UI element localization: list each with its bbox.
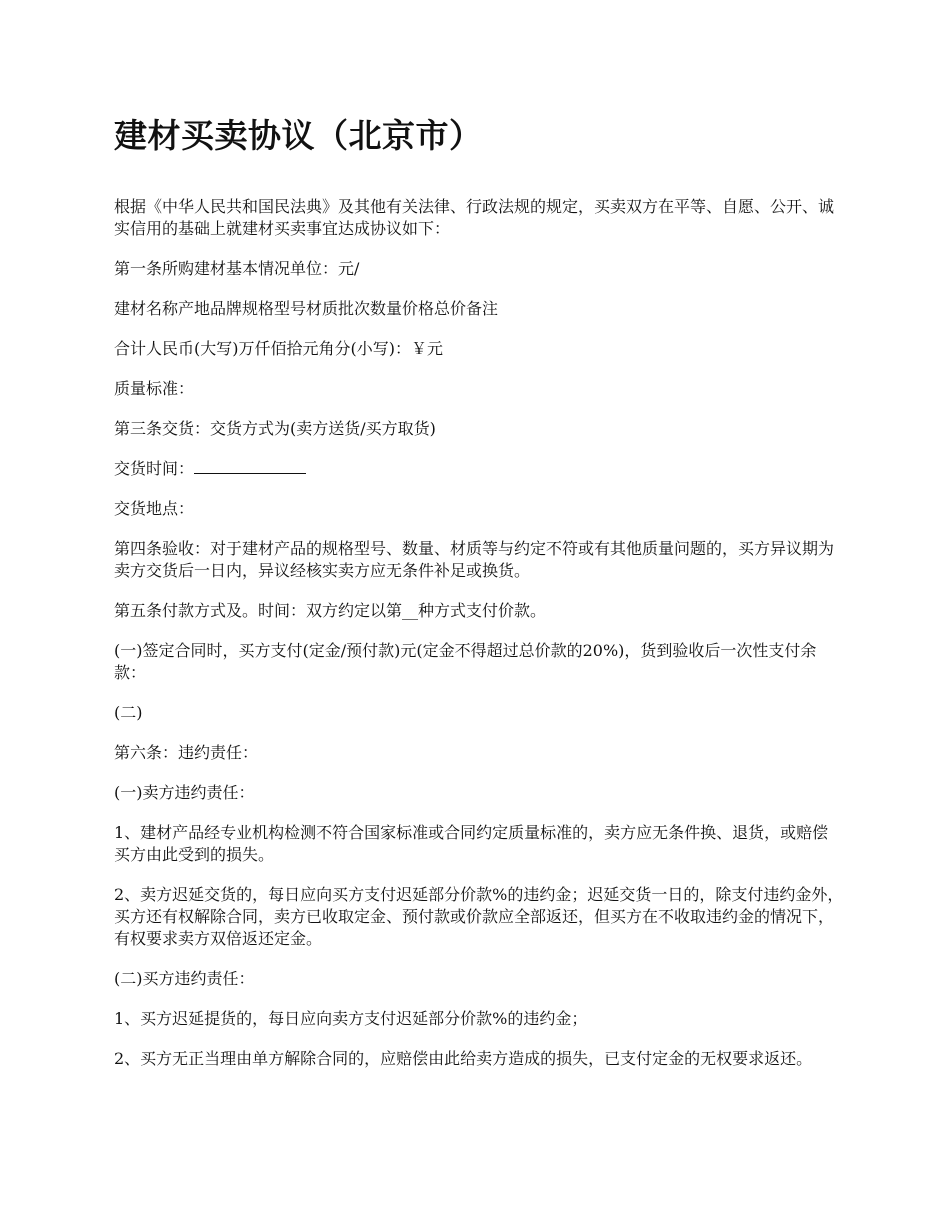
- buyer-liability-heading: (二)买方违约责任：: [114, 969, 255, 988]
- preamble-paragraph: 根据《中华人民共和国民法典》及其他有关法律、行政法规的规定，买卖双方在平等、自愿、公开、诚实信用的基础上就建材买卖事宜达成协议如下：: [114, 197, 835, 238]
- seller-liability-heading: (一)卖方违约责任：: [114, 783, 255, 802]
- delivery-place-paragraph: 交货地点：: [114, 499, 195, 518]
- total-amount-paragraph: 合计人民币(大写)万仟佰拾元角分(小写)：￥元: [114, 339, 443, 358]
- buyer-liability-1-paragraph: 1、买方迟延提货的，每日应向卖方支付迟延部分价款%的违约金；: [114, 1009, 588, 1028]
- payment-option-1-paragraph: (一)签定合同时，买方支付(定金/预付款)元(定金不得超过总价款的20%)，货到验收后一次性支付余款：: [114, 641, 817, 682]
- article-5-paragraph: 第五条付款方式及。时间：双方约定以第__种方式支付价款。: [114, 601, 547, 620]
- item-columns-paragraph: 建材名称产地品牌规格型号材质批次数量价格总价备注: [114, 299, 499, 318]
- article-4-paragraph: 第四条验收：对于建材产品的规格型号、数量、材质等与约定不符或有其他质量问题的，买方异议期为卖方交货后一日内，异议经核实卖方应无条件补足或换货。: [114, 539, 835, 580]
- quality-standard-paragraph: 质量标准：: [114, 379, 195, 398]
- buyer-liability-2-paragraph: 2、买方无正当理由单方解除合同的，应赔偿由此给卖方造成的损失，已支付定金的无权要求返还。: [114, 1049, 813, 1068]
- document-title: 建材买卖协议（北京市）: [114, 116, 483, 155]
- article-1-paragraph: 第一条所购建材基本情况单位：元/: [114, 259, 360, 278]
- article-6-paragraph: 第六条：违约责任：: [114, 743, 259, 762]
- document-page: [114, 112, 844, 1088]
- payment-option-2-paragraph: (二): [114, 703, 143, 722]
- delivery-time-label: 交货时间：: [114, 459, 195, 478]
- delivery-time-paragraph: [114, 458, 844, 480]
- seller-liability-2-paragraph: 2、卖方迟延交货的，每日应向买方支付迟延部分价款%的违约金；迟延交货一日的，除支付违约金外，买方还有权解除合同，卖方已收取定金、预付款或价款应全部返还，但买方在不收取违约金的情况下，有权要求卖方双倍返还定金。: [114, 885, 844, 948]
- seller-liability-1-paragraph: 1、建材产品经专业机构检测不符合国家标准或合同约定质量标准的，卖方应无条件换、退货，或赔偿买方由此受到的损失。: [114, 823, 829, 864]
- delivery-time-blank: [194, 459, 306, 474]
- article-3-paragraph: 第三条交货：交货方式为(卖方送货/买方取货): [114, 419, 436, 438]
